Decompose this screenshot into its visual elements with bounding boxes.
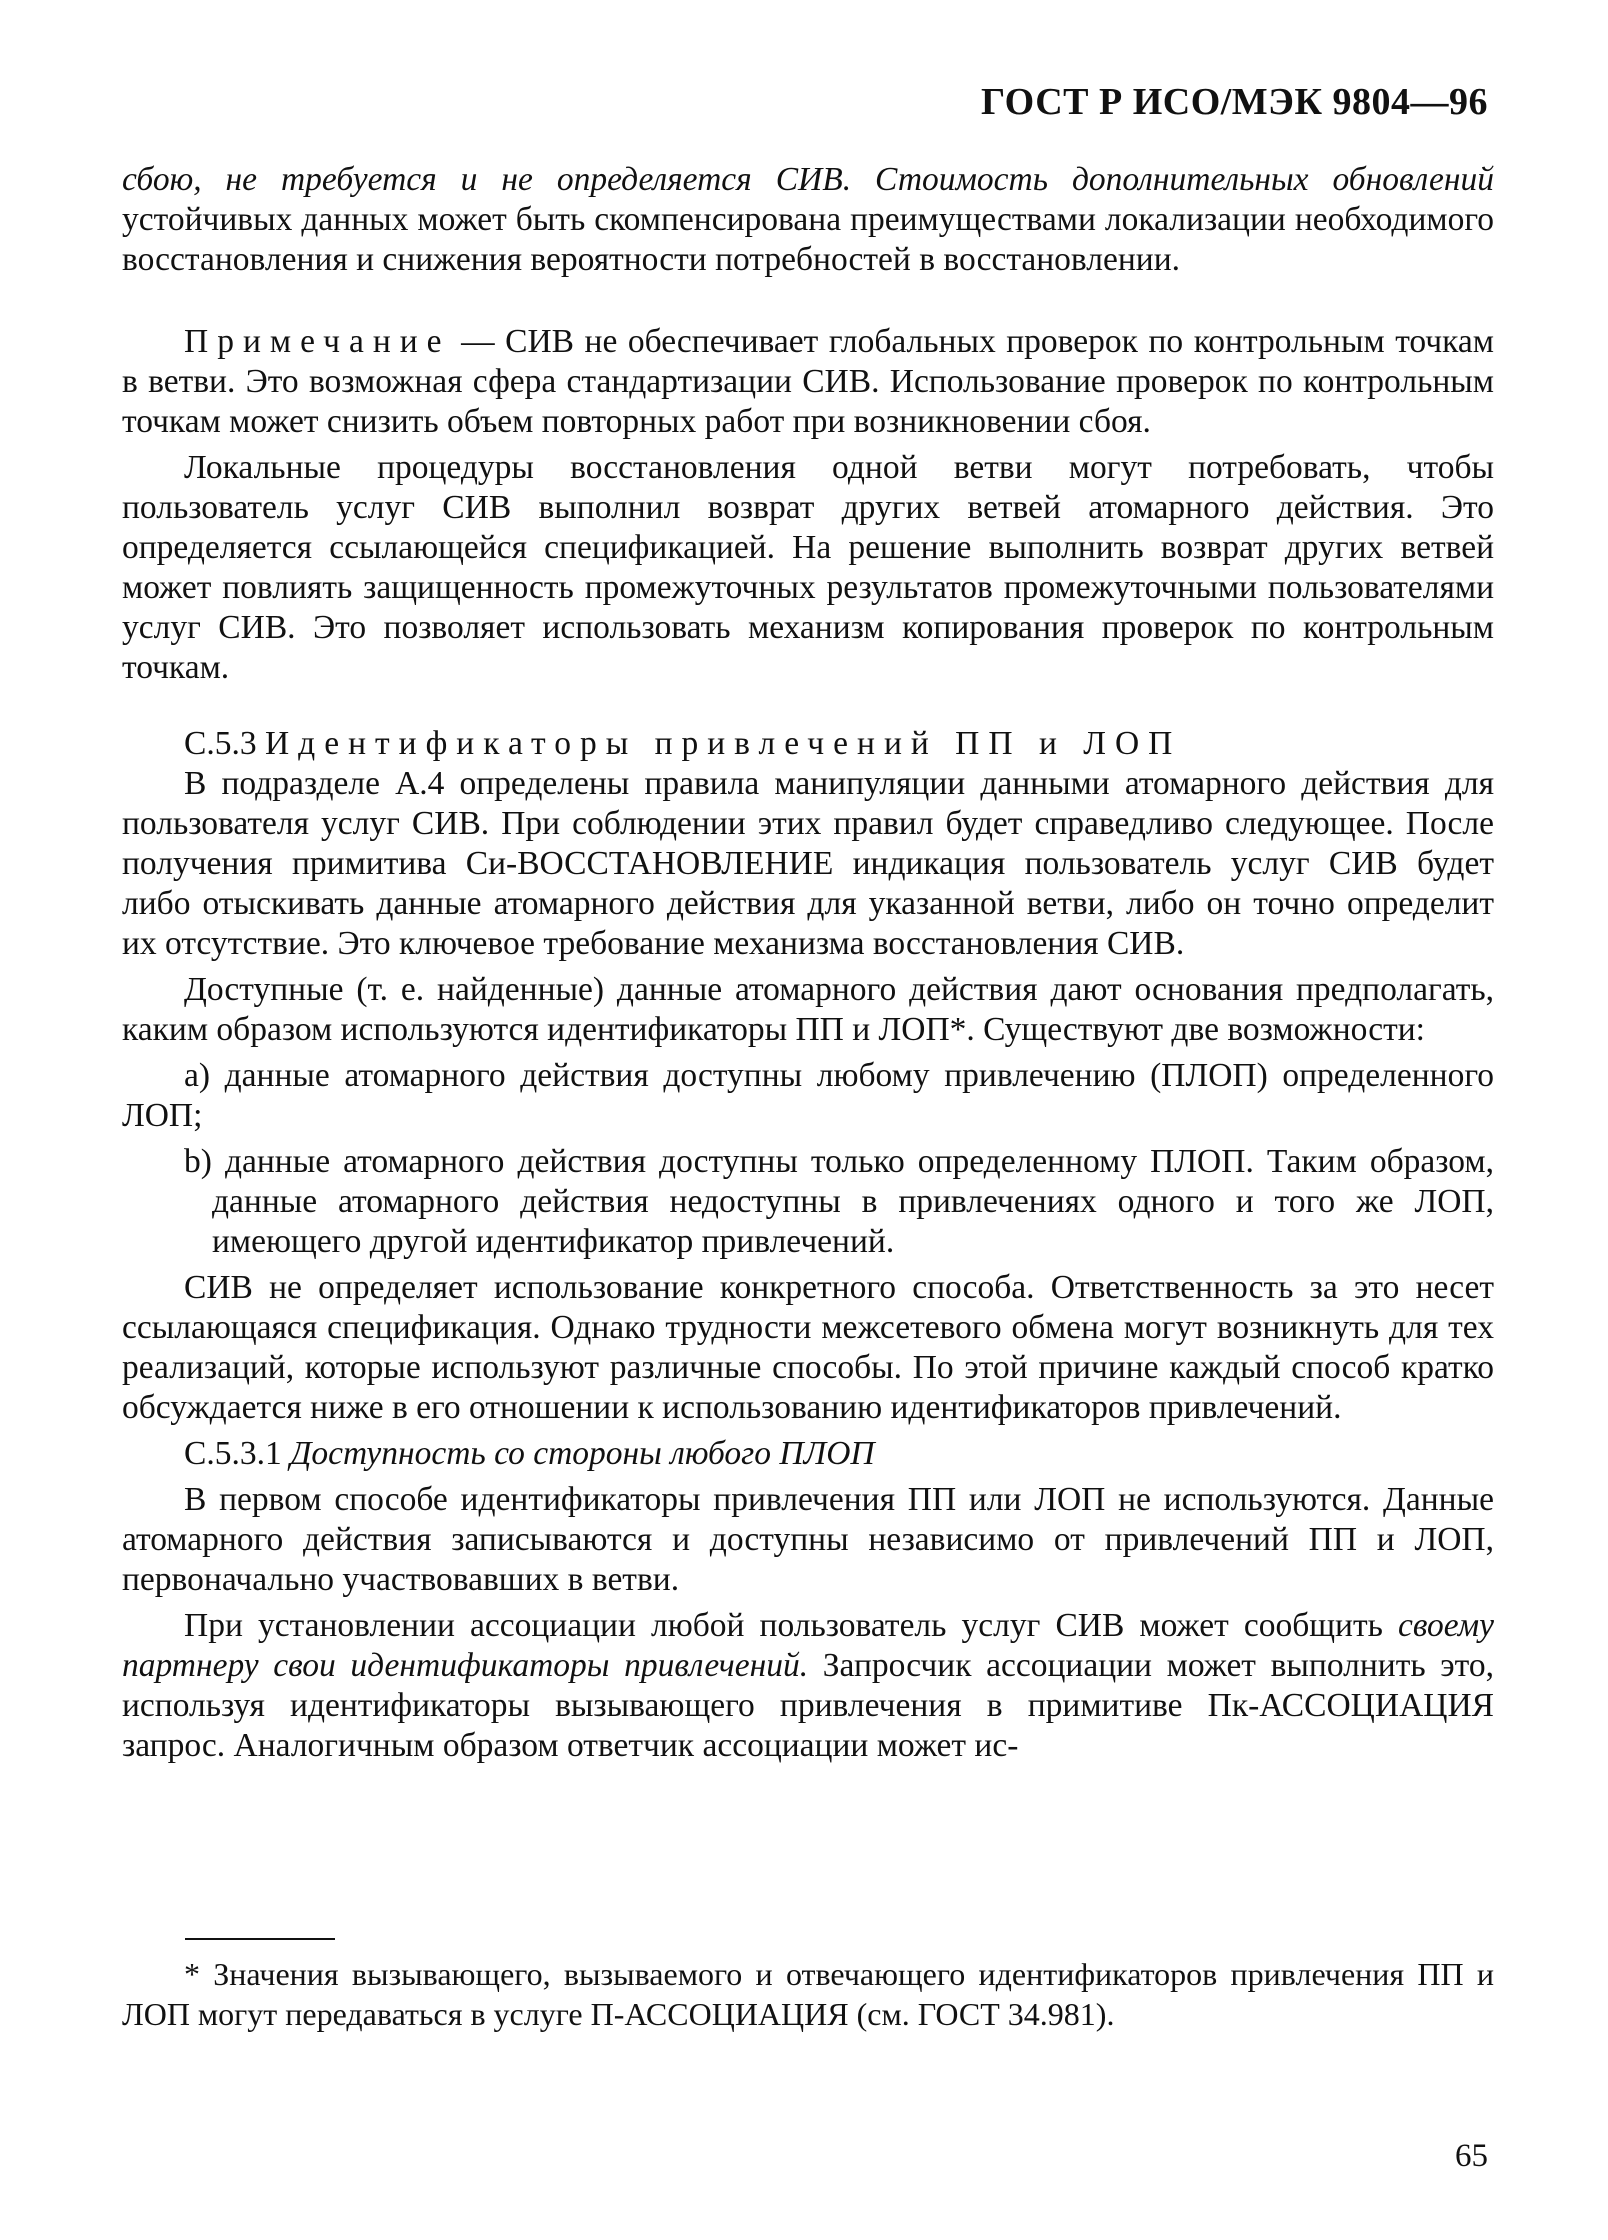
body-text <box>122 160 1494 1766</box>
paragraph-first-method: В первом способе идентификаторы привлечения ПП или ЛОП не используются. Данные атомарного действия записываются и доступны независимо от привлечений ПП и ЛОП, первоначально участвовавших в ветви. <box>122 1481 1494 1598</box>
footnote <box>122 1954 1494 2034</box>
note-paragraph <box>122 322 1494 442</box>
section-number: С.5.3 <box>184 725 257 762</box>
section-heading <box>122 724 1494 764</box>
note-text: — СИВ не обеспечивает глобальных проверок по контрольным точкам в ветви. Это возможная сфера стандартизации СИВ. Использование проверок по контрольным точкам может снизить объем повторных работ при возникновении сбоя. <box>122 323 1494 440</box>
paragraph-siv-responsibility: СИВ не определяет использование конкретного способа. Ответственность за это несет ссылающаяся спецификация. Однако трудности межсетевого обмена могут возникнуть для тех реализаций, которые используют различные способы. По этой причине каждый способ кратко обсуждается ниже в его отношении к использованию идентификаторов привлечений. <box>122 1269 1494 1426</box>
paragraph-a4: В подразделе А.4 определены правила манипуляции данными атомарного действия для пользователя услуг СИВ. При соблюдении этих правил будет справедливо следующее. После получения примитива Си-ВОССТАНОВЛЕНИЕ индикация пользователь услуг СИВ будет либо отыскивать данные атомарного действия для указанной ветви, либо он точно определит их отсутствие. Это ключевое требование механизма восстановления СИВ. <box>122 765 1494 962</box>
italic-fragment: сбою, не требуется и не определяется СИВ. Стоимость дополнительных обновлений <box>122 161 1494 198</box>
paragraph-available-data: Доступные (т. е. найденные) данные атомарного действия дают основания предполагать, каким образом используются идентификаторы ПП и ЛОП*. Существуют две возможности: <box>122 971 1494 1048</box>
page-number: 65 <box>1455 2138 1488 2174</box>
text-fragment: При установлении ассоциации любой пользователь услуг СИВ может сообщить <box>184 1607 1383 1644</box>
running-header: ГОСТ Р ИСО/МЭК 9804—96 <box>980 81 1488 123</box>
list-item-a: а) данные атомарного действия доступны любому привлечению (ПЛОП) определенного ЛОП; <box>122 1057 1494 1134</box>
section-title: Идентификаторы привлечений ПП и ЛОП <box>264 725 1182 762</box>
italic-fragment: своему партнеру свои идентификаторы привлечений. <box>122 1607 1494 1684</box>
footnote-separator <box>185 1938 335 1940</box>
paragraph-local-procedures: Локальные процедуры восстановления одной ветви могут потребовать, чтобы пользователь услуг СИВ выполнил возврат других ветвей атомарного действия. Это определяется ссылающейся спецификацией. На решение выполнить возврат других ветвей может повлиять защищенность промежуточных результатов промежуточными пользователями услуг СИВ. Это позволяет использовать механизм копирования проверок по контрольным точкам. <box>122 449 1494 686</box>
paragraph-association <box>122 1606 1494 1766</box>
paragraph-continuation <box>122 160 1494 280</box>
note-label: Примечание <box>184 323 451 360</box>
footnote-text: * Значения вызывающего, вызываемого и отвечающего идентификаторов привлечения ПП и ЛОП могут передаваться в услуге П-АССОЦИАЦИЯ (см. ГОСТ 34.981). <box>122 1956 1494 2032</box>
text-fragment: устойчивых данных может быть скомпенсирована преимуществами локализации необходимого восстановления и снижения вероятности потребностей в восстановлении. <box>122 201 1494 278</box>
list-item-b: b) данные атомарного действия доступны только определенному ПЛОП. Таким образом, данные атомарного действия недоступны в привлечениях одного и того же ЛОП, имеющего другой идентификатор привлечений. <box>184 1143 1494 1260</box>
subsection-heading <box>122 1434 1494 1474</box>
text-fragment: Запросчик ассоциации может выполнить это, используя идентификаторы вызывающего привлечения в примитиве Пк-АССОЦИАЦИЯ запрос. Аналогичным образом ответчик ассоциации может ис- <box>122 1647 1494 1764</box>
subsection-title: Доступность со стороны любого ПЛОП <box>290 1435 875 1472</box>
subsection-number: С.5.3.1 <box>184 1435 282 1472</box>
